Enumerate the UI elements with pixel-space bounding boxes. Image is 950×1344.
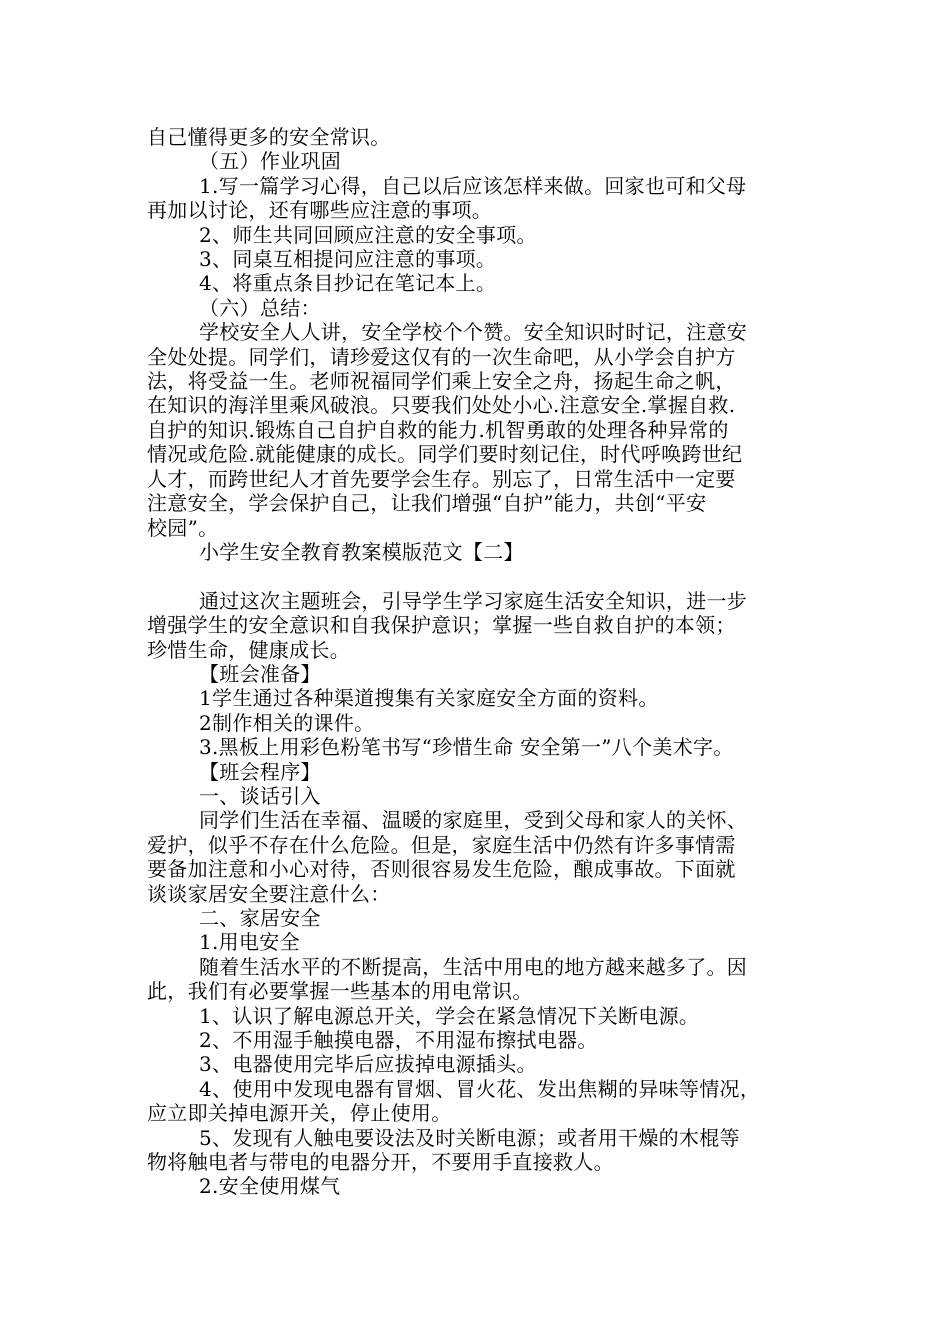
text-line: 此，我们有必要掌握一些基本的用电常识。: [147, 979, 533, 1004]
text-line: 3、同桌互相提问应注意的事项。: [199, 247, 497, 272]
text-line: 3.黑板上用彩色粉笔书写“珍惜生命 安全第一”八个美术字。: [199, 735, 734, 760]
text-line: 法，将受益一生。老师祝福同学们乘上安全之舟，扬起生命之帆，: [147, 369, 736, 394]
text-line: 2、不用湿手触摸电器，不用湿布擦拭电器。: [199, 1028, 598, 1053]
text-line: 随着生活水平的不断提高，生活中用电的地方越来越多了。因: [199, 954, 748, 979]
text-line: 【班会准备】: [199, 661, 321, 686]
text-line: [147, 564, 827, 588]
text-line: 自己懂得更多的安全常识。: [147, 125, 391, 149]
text-line: 1.用电安全: [199, 930, 300, 955]
text-line: 物将触电者与带电的电器分开，不要用手直接救人。: [147, 1150, 614, 1175]
document-body: [147, 125, 827, 1199]
text-line: 1、认识了解电源总开关，学会在紧急情况下关断电源。: [199, 1003, 700, 1028]
text-line: 全处处提。同学们，请珍爱这仅有的一次生命吧，从小学会自护方: [147, 344, 736, 369]
text-line: 【班会程序】: [199, 759, 321, 784]
text-line: 应立即关掉电源开关，停止使用。: [147, 1101, 452, 1126]
text-line: 通过这次主题班会，引导学生学习家庭生活安全知识，进一步: [199, 588, 748, 613]
text-line: 4、将重点条目抄记在笔记本上。: [199, 271, 497, 296]
text-line: 增强学生的安全意识和自我保护意识；掌握一些自救自护的本领；: [147, 613, 736, 638]
text-line: 珍惜生命，健康成长。: [147, 637, 350, 662]
text-line: 同学们生活在幸福、温暖的家庭里，受到父母和家人的关怀、: [199, 808, 748, 833]
text-line: 2制作相关的课件。: [199, 710, 375, 735]
text-line: 2、师生共同回顾应注意的安全事项。: [199, 222, 537, 247]
text-line: 二、家居安全: [199, 905, 321, 930]
text-line: 人才，而跨世纪人才首先要学会生存。别忘了，日常生活中一定要: [147, 466, 736, 491]
text-line: 1学生通过各种渠道搜集有关家庭安全方面的资料。: [199, 686, 659, 711]
text-line: 校园”。: [147, 515, 219, 540]
text-line: 一、谈话引入: [199, 783, 321, 808]
text-line: 情况或危险.就能健康的成长。同学们要时刻记住，时代呼唤跨世纪: [147, 442, 743, 467]
text-line: 再加以讨论，还有哪些应注意的事项。: [147, 198, 493, 223]
text-line: 爱护，似乎不存在什么危险。但是，家庭生活中仍然有许多事情需: [147, 832, 736, 857]
text-line: （五）作业巩固: [199, 149, 342, 174]
text-line: 要备加注意和小心对待，否则很容易发生危险，酿成事故。下面就: [147, 857, 736, 882]
text-line: 在知识的海洋里乘风破浪。只要我们处处小心.注意安全.掌握自救.: [147, 393, 736, 418]
text-line: 3、电器使用完毕后应拔掉电源插头。: [199, 1052, 537, 1077]
text-line: 2.安全使用煤气: [199, 1174, 341, 1199]
text-line: 自护的知识.锻炼自己自护自救的能力.机智勇敢的处理各种异常的: [147, 417, 729, 442]
text-line: 1.写一篇学习心得，自己以后应该怎样来做。回家也可和父母: [199, 173, 747, 198]
text-line: 小学生安全教育教案模版范文【二】: [199, 539, 524, 564]
text-line: 谈谈家居安全要注意什么：: [147, 881, 391, 906]
text-line: 注意安全，学会保护自己，让我们增强“自护”能力，共创“平安: [147, 491, 707, 516]
text-line: 4、使用中发现电器有冒烟、冒火花、发出焦糊的异味等情况，: [199, 1076, 761, 1101]
text-line: 学校安全人人讲，安全学校个个赞。安全知识时时记，注意安: [199, 320, 748, 345]
text-line: 5、发现有人触电要设法及时关断电源；或者用干燥的木棍等: [199, 1125, 740, 1150]
text-line: （六）总结：: [199, 295, 321, 320]
